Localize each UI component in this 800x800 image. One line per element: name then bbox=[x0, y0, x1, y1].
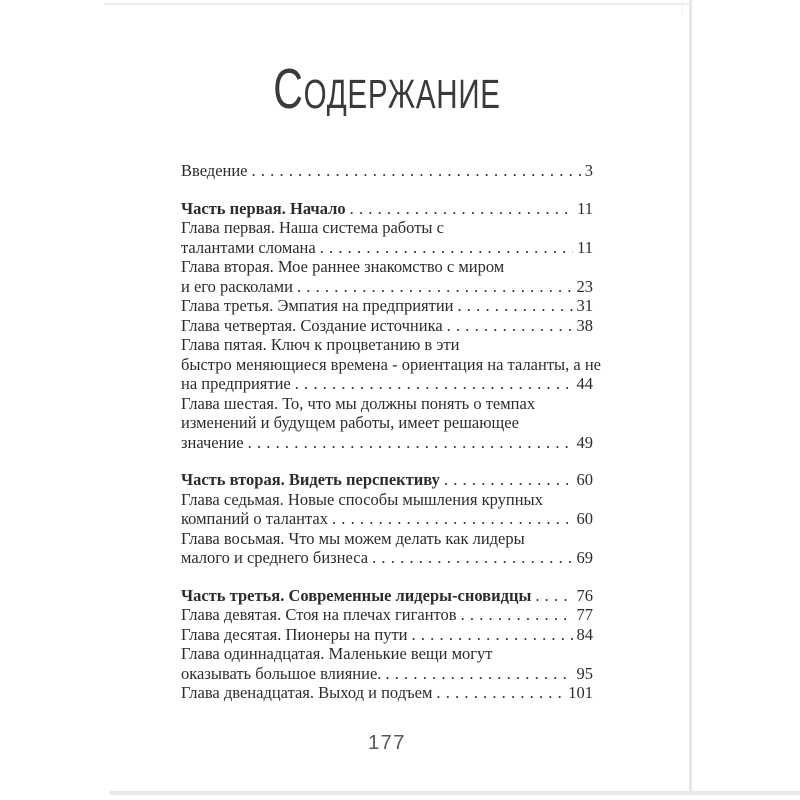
toc-line bbox=[181, 548, 593, 568]
toc-entry bbox=[181, 257, 593, 296]
toc-entry bbox=[181, 335, 601, 394]
toc-line bbox=[181, 354, 601, 375]
toc-entry bbox=[181, 218, 593, 257]
toc-page-number: 95 bbox=[576, 663, 593, 683]
page-edge-right-faint bbox=[682, 0, 683, 16]
toc-line bbox=[181, 644, 593, 664]
toc-page-number: 101 bbox=[568, 683, 593, 702]
dot-leader bbox=[457, 296, 572, 316]
toc-entry-text: быстро меняющиеся времена - ориентация на таланты, а не bbox=[181, 354, 601, 374]
dot-leader bbox=[248, 433, 573, 453]
toc-line bbox=[181, 199, 593, 219]
toc-entry-text: Глава одиннадцатая. Маленькие вещи могут bbox=[181, 644, 493, 663]
toc-entry-text: малого и среднего бизнеса bbox=[181, 548, 369, 567]
toc-page-number: 3 bbox=[584, 161, 593, 180]
toc-entry bbox=[181, 394, 593, 453]
toc-entry bbox=[181, 161, 593, 181]
toc-line bbox=[181, 238, 593, 258]
dot-leader bbox=[297, 277, 573, 297]
dot-leader bbox=[320, 238, 573, 258]
page-title: СОДЕРЖАНИЕ bbox=[273, 57, 501, 121]
toc-line bbox=[181, 257, 593, 277]
page-edge-right bbox=[689, 0, 692, 794]
toc-entry-text: Глава девятая. Стоя на плечах гигантов bbox=[181, 605, 457, 624]
toc-entry bbox=[181, 605, 593, 625]
toc-line bbox=[181, 218, 593, 238]
toc-line bbox=[181, 625, 593, 645]
toc-page-number: 31 bbox=[576, 296, 593, 315]
dot-leader bbox=[535, 586, 572, 606]
toc-page-number: 38 bbox=[576, 315, 593, 335]
toc-entry-text: талантами сломана bbox=[181, 237, 316, 257]
toc-line bbox=[181, 490, 593, 510]
toc-line bbox=[181, 296, 593, 316]
toc-page-number: 76 bbox=[576, 585, 593, 605]
toc-line bbox=[181, 586, 593, 606]
toc-page-number: 11 bbox=[577, 198, 593, 218]
dot-leader bbox=[385, 664, 572, 684]
toc-entry bbox=[181, 490, 593, 529]
toc-line bbox=[181, 394, 593, 414]
page-edge-top bbox=[104, 3, 692, 5]
toc-entry-text: Глава пятая. Ключ к процветанию в эти bbox=[181, 335, 460, 354]
dot-leader bbox=[350, 199, 573, 219]
toc-entry-text: оказывать большое влияние. bbox=[181, 663, 382, 683]
toc-entry-text: компаний о талантах bbox=[181, 509, 328, 528]
dot-leader bbox=[412, 625, 573, 645]
toc-entry-text: Часть третья. Современные лидеры-сновидцы bbox=[181, 585, 532, 605]
toc-line bbox=[181, 374, 593, 394]
toc-line bbox=[181, 161, 593, 181]
toc-entry bbox=[181, 316, 593, 336]
toc-entry-text: Глава вторая. Мое раннее знакомство с миром bbox=[181, 257, 505, 276]
toc-line bbox=[181, 335, 593, 355]
toc-line bbox=[181, 509, 593, 529]
dot-leader bbox=[252, 161, 581, 181]
toc-entry-text: Глава третья. Эмпатия на предприятии bbox=[181, 296, 454, 315]
toc-entry-text: изменений и будущем работы, имеет решающее bbox=[181, 413, 519, 432]
toc-page-number: 60 bbox=[576, 470, 593, 489]
toc-entry-text: Часть первая. Начало bbox=[181, 198, 346, 218]
dot-leader bbox=[372, 548, 572, 568]
toc-line bbox=[181, 277, 593, 297]
toc-entry-text: на предприятие bbox=[181, 374, 291, 393]
dot-leader bbox=[332, 509, 573, 529]
toc-entry-text: Глава десятая. Пионеры на пути bbox=[181, 624, 408, 644]
dot-leader bbox=[461, 605, 573, 625]
toc-entry-text: значение bbox=[181, 432, 244, 452]
toc-line bbox=[181, 529, 593, 549]
toc-entry bbox=[181, 199, 593, 219]
toc-entry bbox=[181, 586, 593, 606]
toc-entry bbox=[181, 529, 593, 568]
toc-entry-text: Глава двенадцатая. Выход и подъем bbox=[181, 683, 433, 702]
toc-line bbox=[181, 433, 593, 453]
toc-entry bbox=[181, 296, 593, 316]
toc-page-number: 60 bbox=[576, 509, 593, 528]
toc-entry-text: Глава первая. Наша система работы с bbox=[181, 218, 444, 237]
toc-line bbox=[181, 683, 593, 703]
toc-entry bbox=[181, 683, 593, 703]
toc-list bbox=[181, 161, 601, 703]
toc-line bbox=[181, 664, 593, 684]
toc-entry bbox=[181, 625, 593, 645]
toc-entry-text: и его расколами bbox=[181, 276, 293, 296]
toc-entry-text: Глава четвертая. Создание источника bbox=[181, 315, 443, 335]
dot-leader bbox=[447, 316, 573, 336]
toc-line bbox=[181, 470, 593, 490]
toc-page-number: 69 bbox=[576, 548, 593, 567]
page-edge-bottom bbox=[110, 791, 800, 795]
toc-entry bbox=[181, 644, 593, 683]
toc-page-number: 49 bbox=[576, 432, 593, 452]
toc-page-number: 44 bbox=[576, 374, 593, 393]
toc-entry-text: Часть вторая. Видеть перспективу bbox=[181, 470, 440, 489]
toc-entry bbox=[181, 470, 593, 490]
toc-entry-text: Глава седьмая. Новые способы мышления крупных bbox=[181, 489, 543, 509]
toc-line bbox=[181, 316, 593, 336]
toc-entry-text: Глава шестая. То, что мы должны понять о темпах bbox=[181, 393, 536, 413]
toc-entry-text: Введение bbox=[181, 161, 248, 180]
page-number: 177 bbox=[368, 732, 406, 754]
dot-leader bbox=[444, 470, 573, 490]
toc-page-number: 77 bbox=[576, 605, 593, 624]
toc-page-number: 23 bbox=[576, 276, 593, 296]
dot-leader bbox=[295, 374, 573, 394]
toc-page-number: 11 bbox=[577, 237, 593, 257]
toc-line bbox=[181, 605, 593, 625]
toc-line bbox=[181, 413, 593, 433]
toc-entry-text: Глава восьмая. Что мы можем делать как лидеры bbox=[181, 528, 525, 548]
dot-leader bbox=[436, 683, 564, 703]
toc-page-number: 84 bbox=[576, 624, 593, 644]
